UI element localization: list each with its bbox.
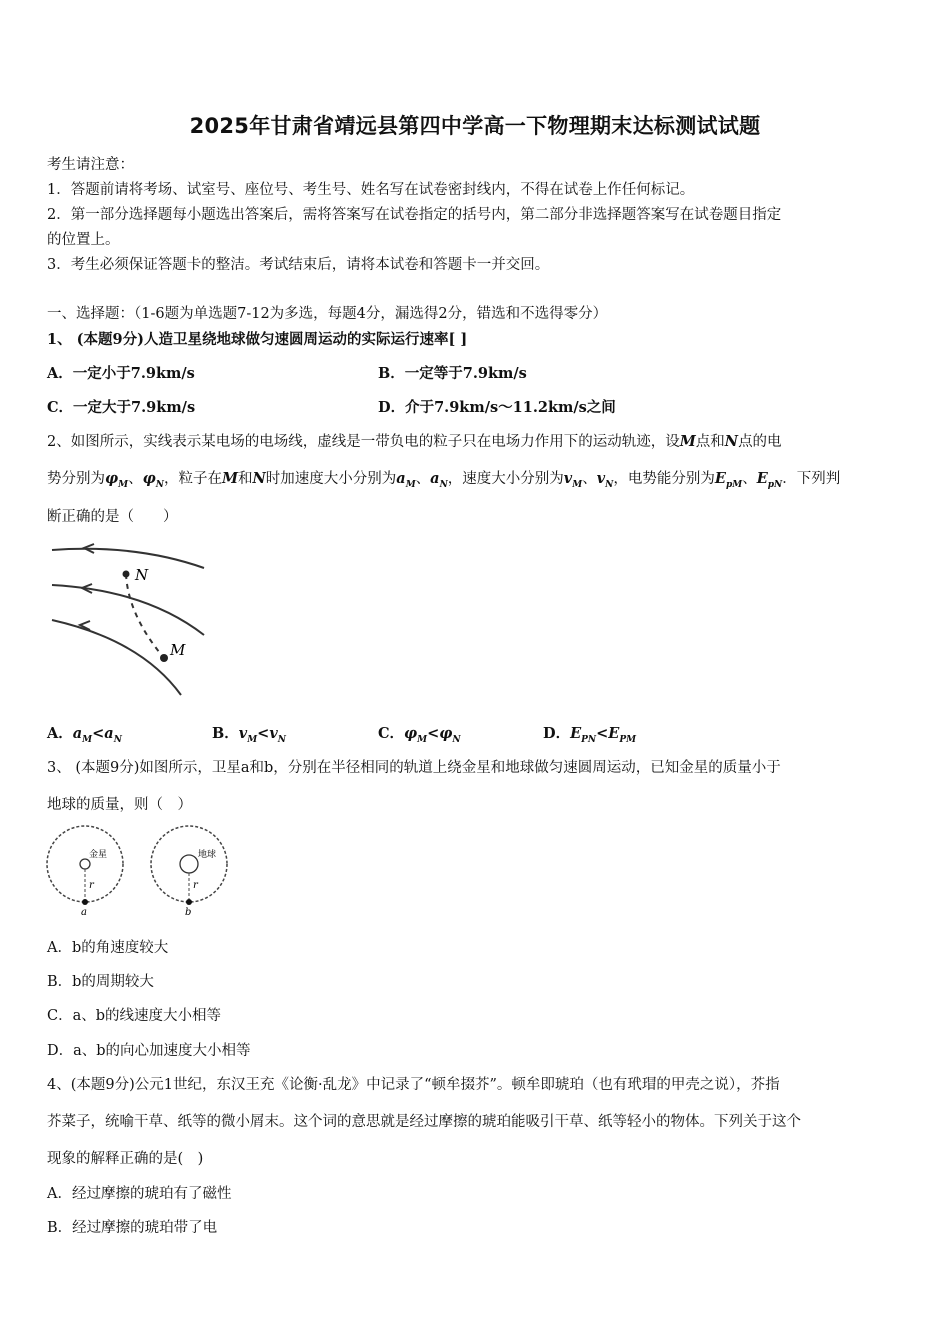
q4-option-a[interactable]: A．经过摩擦的琥珀有了磁性 <box>47 1186 232 1202</box>
label-earth: 地球 <box>198 850 217 860</box>
page-title: 2025年甘肃省靖远县第四中学高一下物理期末达标测试试题 <box>189 114 761 138</box>
notice-item: 1．答题前请将考场、试室号、座位号、考生号、姓名写在试卷密封线内，不得在试卷上作任何标记。 <box>47 182 695 198</box>
notice-item: 3．考生必须保证答题卡的整洁。考试结束后，请将本试卷和答题卡一并交回。 <box>47 257 550 273</box>
q1-option-b[interactable]: B．一定等于7.9km/s <box>378 365 527 382</box>
question-2-line-2: 势分别为$\varphi_M$、$\varphi_N$，粒子在M和N时加速度大小分别为$a_M$、$a_N$，速度大小分别为$v_M$、$v_N$，电势能分别为$E_{pM}$、$E_{pN}$．下列判 <box>47 470 841 490</box>
section-heading: 一、选择题：（1-6题为单选题7-12为多选，每题4分，漏选得2分，错选和不选得零分） <box>47 306 608 322</box>
question-1-stem: 1、 (本题9分)人造卫星绕地球做匀速圆周运动的实际运行速率[ ] <box>47 331 468 348</box>
question-4-line-3: 现象的解释正确的是( ) <box>47 1151 204 1167</box>
q4-option-b[interactable]: B．经过摩擦的琥珀带了电 <box>47 1220 218 1236</box>
earth-icon <box>180 855 198 873</box>
question-2-line-3: 断正确的是（ ） <box>47 509 178 525</box>
venus-icon <box>80 859 90 869</box>
label-r-b: r <box>193 880 198 891</box>
notice-item: 的位置上。 <box>47 232 120 248</box>
q1-option-a[interactable]: A．一定小于7.9km/s <box>47 365 195 382</box>
label-n: N <box>135 566 149 584</box>
question-4-line-2: 芥菜子，统喻干草、纸等的微小屑末。这个词的意思就是经过摩擦的琥珀能吸引干草、纸等轻小的物体。下列关于这个 <box>47 1114 801 1130</box>
question-2-line-1: 2、如图所示，实线表示某电场的电场线，虚线是一带负电的粒子只在电场力作用下的运动轨迹，设M点和N点的电 <box>47 433 782 450</box>
q1-option-d[interactable]: D．介于7.9km/s～11.2km/s之间 <box>378 399 616 416</box>
orbit-figure <box>43 822 239 920</box>
satellite-b <box>186 899 192 905</box>
satellite-a <box>82 899 88 905</box>
trajectory <box>126 574 164 658</box>
question-3-line-2: 地球的质量，则（ ） <box>47 797 192 813</box>
question-3-line-1: 3、 (本题9分)如图所示，卫星a和b，分别在半径相同的轨道上绕金星和地球做匀速圆周运动，已知金星的质量小于 <box>47 760 781 776</box>
notice-item: 2．第一部分选择题每小题选出答案后，需将答案写在试卷指定的括号内，第二部分非选择题答案写在试卷题目指定 <box>47 207 782 223</box>
q2-option-c[interactable]: C．$\varphi_M<\varphi_N$ <box>378 725 461 745</box>
label-m: M <box>170 641 186 659</box>
question-4-line-1: 4、(本题9分)公元1世纪，东汉王充《论衡·乱龙》中记录了“顿牟掇芥”。顿牟即琥珀（也有玳瑁的甲壳之说），芥指 <box>47 1077 780 1093</box>
q3-option-a[interactable]: A．b的角速度较大 <box>47 940 169 956</box>
label-r-a: r <box>89 880 94 891</box>
q3-option-c[interactable]: C．a、b的线速度大小相等 <box>47 1008 222 1024</box>
q2-option-d[interactable]: D．$E_{PN}<E_{PM}$ <box>543 725 637 745</box>
notice-heading: 考生请注意： <box>47 157 134 173</box>
q3-option-d[interactable]: D．a、b的向心加速度大小相等 <box>47 1043 251 1059</box>
electric-field-figure <box>46 540 216 700</box>
label-venus: 金星 <box>89 850 108 860</box>
field-line <box>52 549 204 568</box>
q1-option-c[interactable]: C．一定大于7.9km/s <box>47 399 196 416</box>
label-b: b <box>185 907 192 918</box>
point-n <box>123 571 130 578</box>
q2-option-b[interactable]: B．$v_M<v_N$ <box>212 725 286 745</box>
q2-option-a[interactable]: A．$a_M<a_N$ <box>47 725 122 745</box>
q3-option-b[interactable]: B．b的周期较大 <box>47 974 154 990</box>
label-a: a <box>81 907 87 918</box>
field-line <box>52 585 204 635</box>
point-m <box>160 654 168 662</box>
